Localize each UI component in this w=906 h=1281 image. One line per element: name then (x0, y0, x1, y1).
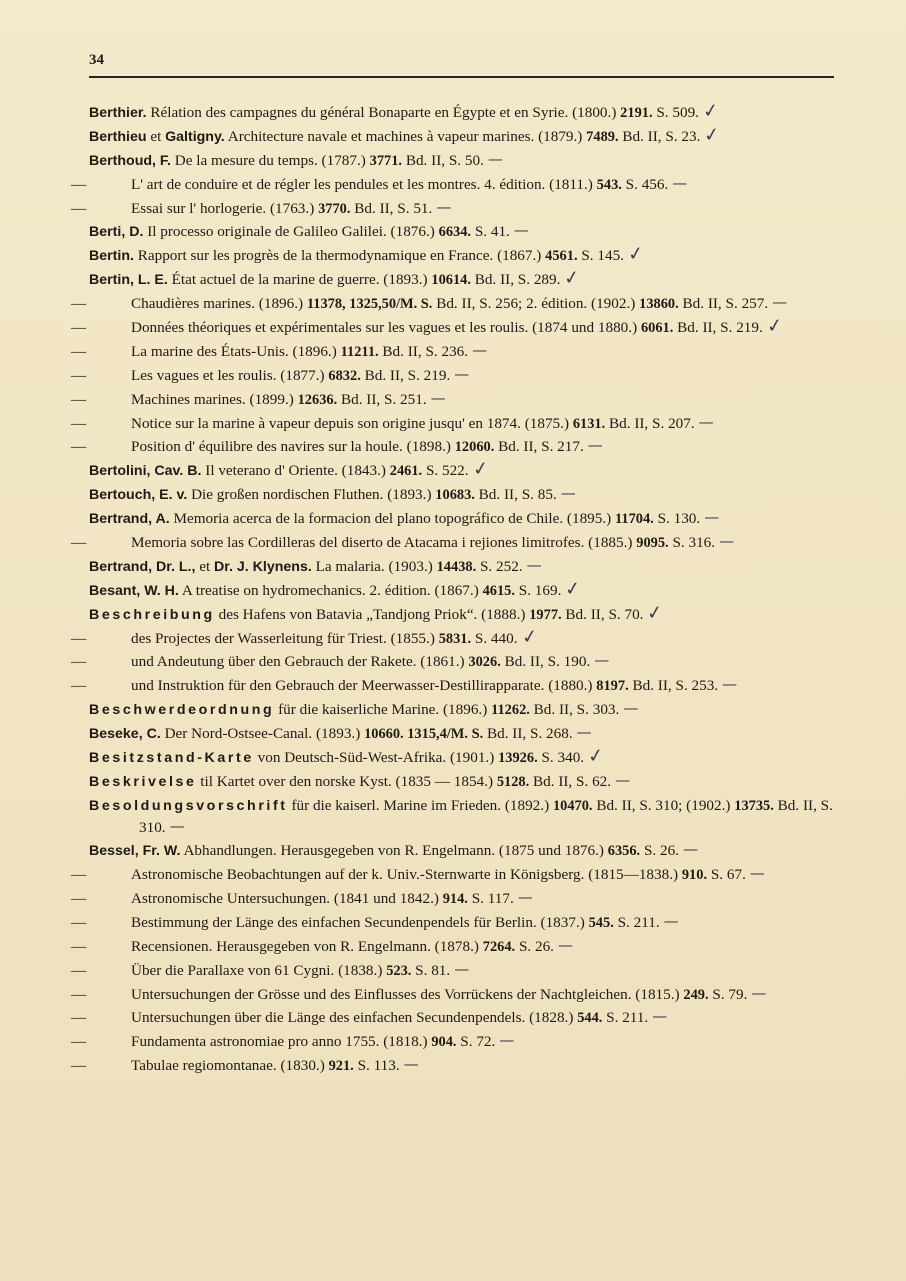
entry-coauthor: Galtigny. (165, 128, 225, 145)
entry-reference: Bd. II, S. 85. (474, 486, 557, 504)
entry-title: Il processo originale de Galileo Galilei. (1876.) (143, 223, 439, 241)
catalog-entry (89, 744, 834, 770)
entry-title: für die kaiserliche Marine. (1896.) (274, 701, 492, 719)
ditto-dash: — (71, 866, 87, 884)
header-rule (89, 76, 834, 78)
catalog-number: 11211. (340, 343, 379, 360)
catalog-subentry (71, 935, 834, 959)
catalog-number: 10470. (552, 797, 593, 814)
entry-author: Besant, W. H. (89, 582, 179, 599)
catalog-subentry (71, 197, 834, 221)
entry-title: Rapport sur les progrès de la thermodynamique en France. (1867.) (133, 247, 546, 265)
catalog-subentry (71, 314, 834, 340)
entry-reference: Bd. II, S. 310. (139, 796, 833, 837)
entry-reference: Bd. II, S. 62. (529, 772, 612, 790)
entry-reference: Bd. II, S. 236. (378, 342, 469, 360)
pencil-dash-mark: — (472, 340, 487, 359)
pencil-check-mark: ✓ (626, 242, 646, 267)
entry-title: für die kaiserl. Marine im Frieden. (1892.) (287, 796, 553, 814)
entry-reference: Bd. II, S. 257. (678, 295, 769, 313)
entry-author: Bertin, L. E. (89, 272, 168, 289)
entry-author: Bertolini, Cav. B. (89, 463, 202, 480)
ditto-dash: — (71, 534, 87, 552)
catalog-subentry (71, 412, 834, 436)
entry-author: Bertrand, Dr. L., (89, 558, 196, 575)
catalog-entry (89, 221, 834, 244)
pencil-dash-mark: — (513, 221, 528, 240)
pencil-dash-mark: — (526, 555, 541, 574)
entry-title: Astronomische Untersuchungen. (1841 und 1842.) (131, 890, 443, 907)
pencil-check-mark: ✓ (765, 314, 785, 339)
catalog-number: 6832. (328, 367, 361, 384)
entry-reference: S. 130. (653, 510, 701, 528)
catalog-subentry (71, 651, 834, 674)
entry-reference: Bd. II, S. 251. (337, 390, 427, 408)
catalog-entry (89, 150, 834, 173)
entry-title: A treatise on hydromechanics. 2. édition. (1867.) (178, 581, 483, 599)
catalog-number: 910. (681, 867, 708, 884)
entry-title: Recensionen. Herausgegeben von R. Engelmann. (1878.) (131, 937, 483, 955)
catalog-number: 13860. (639, 296, 679, 313)
entry-reference: Bd. II, S. 219. (673, 319, 763, 337)
catalog-number: 13735. (734, 797, 774, 814)
entry-author: Bertouch, E. v. (89, 487, 188, 504)
entry-reference: Bd. II, S. 268. (483, 725, 573, 743)
pencil-dash-mark: — (587, 436, 602, 455)
entry-reference: S. 81. (411, 961, 451, 979)
ditto-dash: — (71, 913, 87, 931)
pencil-dash-mark: — (594, 651, 609, 670)
entry-reference: Bd. II, S. 289. (470, 271, 561, 289)
pencil-check-mark: ✓ (586, 744, 606, 769)
entry-title: Fundamenta astronomiae pro anno 1755. (1818.) (131, 1033, 432, 1051)
ditto-dash: — (71, 629, 87, 647)
ditto-dash: — (71, 653, 87, 671)
pencil-check-mark: ✓ (701, 99, 721, 124)
catalog-number: 523. (386, 962, 412, 979)
ditto-dash: — (71, 342, 87, 360)
entry-title: Essai sur l' horlogerie. (1763.) (131, 199, 319, 217)
entry-title: Rélation des campagnes du général Bonaparte en Égypte et en Syrie. (1800.) (146, 104, 621, 121)
entry-title: und Instruktion für den Gebrauch der Meerwasser-Destillirapparate. (1880.) (131, 677, 597, 695)
entry-reference: S. 211. (613, 913, 660, 931)
catalog-number: 11704. (615, 511, 654, 528)
entry-reference: S. 67. (707, 866, 746, 884)
catalog-number: 1977. (529, 606, 562, 623)
pencil-dash-mark: — (499, 1031, 514, 1050)
catalog-number: 10660. 1315,4/M. S. (364, 726, 484, 743)
catalog-subentry (71, 1055, 834, 1078)
pencil-dash-mark: — (751, 983, 766, 1002)
catalog-number: 3026. (468, 654, 501, 671)
catalog-subentry (71, 1031, 834, 1054)
ditto-dash: — (71, 677, 87, 695)
entry-reference: Bd. II, S. 51. (350, 199, 433, 217)
entry-reference: S. 169. (514, 581, 562, 599)
catalog-entry (89, 457, 834, 483)
catalog-subentry (71, 983, 834, 1007)
entry-title: et (195, 557, 214, 575)
entry-coauthor: Dr. J. Klynens. (214, 558, 312, 575)
catalog-number: 545. (588, 914, 614, 931)
entry-author: Bertin. (89, 248, 134, 265)
entry-title: Über die Parallaxe von 61 Cygni. (1838.) (131, 961, 387, 979)
entry-reference: Bd. II, S. 310; (1902.) (592, 796, 735, 814)
catalog-entry (89, 484, 834, 507)
catalog-subentry (71, 959, 834, 983)
entry-title: Der Nord-Ostsee-Canal. (1893.) (160, 725, 365, 743)
entry-author: Beschwerdeordnung (89, 702, 275, 719)
pencil-dash-mark: — (672, 173, 687, 192)
entry-reference: Bd. II, S. 50. (402, 151, 484, 169)
entry-author: Berthieu (89, 128, 147, 145)
catalog-number: 249. (683, 986, 709, 1003)
entry-title: La marine des États-Unis. (1896.) (131, 342, 341, 360)
entry-author: Berthier. (89, 105, 147, 121)
catalog-number: 8197. (596, 678, 629, 695)
entry-title: Tabulae regiomontanae. (1830.) (131, 1057, 329, 1075)
catalog-subentry (71, 173, 834, 197)
pencil-dash-mark: — (436, 197, 451, 216)
ditto-dash: — (71, 985, 87, 1003)
catalog-subentry (71, 532, 834, 555)
entry-reference: Bd. II, S. 256; 2. édition. (1902.) (432, 295, 640, 313)
catalog-entry (89, 771, 834, 794)
catalog-entry (89, 266, 834, 292)
catalog-number: 914. (442, 891, 468, 907)
entry-reference: S. 509. (652, 104, 699, 121)
entry-reference: S. 440. (471, 629, 518, 647)
pencil-dash-mark: — (454, 959, 469, 978)
ditto-dash: — (71, 295, 87, 313)
catalog-number: 544. (577, 1010, 603, 1027)
entry-reference: S. 26. (515, 937, 554, 955)
pencil-dash-mark: — (772, 293, 787, 312)
entry-reference: Bd. II, S. 207. (605, 414, 695, 432)
entry-author: Berthoud, F. (89, 152, 171, 169)
entry-title: Memoria sobre las Cordilleras del diserto de Atacama i rejiones limitrofes. (1885.) (131, 534, 637, 552)
pencil-dash-mark: — (749, 864, 764, 883)
pencil-dash-mark: — (682, 840, 697, 859)
pencil-dash-mark: — (663, 911, 678, 930)
catalog-entry (89, 122, 834, 149)
catalog-number: 12636. (297, 391, 338, 408)
pencil-dash-mark: — (623, 699, 638, 718)
entry-author: Beseke, C. (89, 726, 161, 743)
catalog-entry (89, 699, 834, 722)
entry-title: Untersuchungen der Grösse und des Einflusses des Vorrückens der Nachtgleichen. (1815.) (131, 985, 684, 1003)
entry-title: De la mesure du temps. (1787.) (170, 151, 370, 169)
entry-title-cont: Architecture navale et machines à vapeur marines. (1879.) (224, 127, 587, 145)
catalog-entry (89, 723, 834, 746)
pencil-dash-mark: — (576, 723, 591, 742)
ditto-dash: — (71, 175, 87, 193)
entry-reference: S. 522. (422, 462, 469, 480)
pencil-check-mark: ✓ (471, 457, 490, 482)
pencil-dash-mark: — (560, 484, 575, 503)
ditto-dash: — (71, 319, 87, 337)
catalog-subentry (71, 340, 834, 364)
entry-author: Bertrand, A. (89, 511, 170, 528)
entry-title: von Deutsch-Süd-West-Afrika. (1901.) (253, 749, 499, 767)
pencil-dash-mark: — (719, 532, 734, 551)
catalog-number: 7489. (586, 128, 619, 145)
entry-title: Données théoriques et expérimentales sur les vagues et les roulis. (1874 und 1880.) (131, 319, 641, 337)
catalog-entry (89, 600, 834, 627)
entry-title: des Hafens von Batavia „Tandjong Priok“. (1888.) (214, 605, 530, 623)
catalog-number: 543. (596, 176, 622, 193)
catalog-number: 12060. (454, 439, 495, 456)
ditto-dash: — (71, 1009, 87, 1027)
catalog-number: 11378, 1325,50/M. S. (306, 296, 433, 313)
catalog-number: 921. (328, 1058, 354, 1075)
entry-title: Untersuchungen über die Länge des einfachen Secundenpendels. (1828.) (131, 1009, 578, 1027)
entry-reference: S. 316. (668, 534, 716, 552)
entry-reference: S. 340. (537, 749, 585, 767)
catalog-subentry (71, 388, 834, 412)
catalog-number: 5128. (496, 773, 530, 790)
ditto-dash: — (71, 1057, 87, 1075)
catalog-entry (89, 99, 834, 125)
pencil-dash-mark: — (487, 149, 502, 168)
entry-title: Astronomische Beobachtungen auf der k. Univ.-Sternwarte in Königsberg. (1815—1838.) (131, 866, 682, 884)
entry-title: Il veterano d' Oriente. (1843.) (201, 462, 390, 480)
catalog-entry (89, 508, 834, 531)
entry-author: Besoldungsvorschrift (89, 797, 288, 814)
entry-reference: S. 72. (456, 1033, 496, 1051)
entry-reference: Bd. II, S. 190. (500, 653, 591, 671)
pencil-dash-mark: — (704, 508, 719, 527)
pencil-dash-mark: — (615, 770, 630, 789)
entry-title: Position d' équilibre des navires sur la houle. (1898.) (131, 438, 455, 456)
ditto-dash: — (71, 438, 87, 456)
catalog-entry (89, 795, 834, 839)
entry-reference: S. 26. (640, 842, 679, 860)
entry-title: Notice sur la marine à vapeur depuis son origine jusqu' en 1874. (1875.) (131, 414, 573, 432)
entry-reference: Bd. II, S. 219. (360, 366, 451, 384)
page-number: 34 (89, 52, 104, 68)
catalog-number: 4561. (545, 248, 578, 265)
catalog-number: 11262. (491, 702, 530, 719)
catalog-number: 7264. (482, 938, 516, 955)
entry-reference: Bd. II, S. 217. (494, 438, 584, 456)
entry-author: Beschreibung (89, 606, 215, 623)
entry-title: et (146, 127, 166, 145)
catalog-number: 10683. (435, 487, 475, 504)
catalog-number: 14438. (436, 558, 477, 575)
entry-reference: S. 117. (467, 890, 514, 907)
catalog-number: 6061. (640, 320, 674, 337)
pencil-dash-mark: — (403, 1055, 418, 1074)
ditto-dash: — (71, 366, 87, 384)
catalog-number: 9095. (636, 535, 669, 552)
entry-author: Besitzstand-Karte (89, 750, 254, 767)
entry-reference: S. 113. (353, 1057, 400, 1075)
catalog-entry (89, 576, 834, 603)
pencil-dash-mark: — (169, 817, 184, 836)
catalog-number: 2191. (620, 105, 653, 121)
entry-title: Machines marines. (1899.) (131, 390, 298, 408)
ditto-dash: — (71, 414, 87, 432)
catalog-subentry (71, 1007, 834, 1030)
catalog-number: 5831. (438, 630, 472, 647)
entry-author: Beskrivelse (89, 773, 197, 790)
catalog-entries (71, 99, 834, 1079)
catalog-number: 6634. (438, 224, 472, 241)
catalog-number: 904. (431, 1034, 457, 1051)
catalog-entry (89, 242, 834, 268)
catalog-subentry (71, 888, 834, 911)
catalog-number: 3771. (369, 152, 403, 169)
pencil-check-mark: ✓ (702, 122, 722, 147)
pencil-dash-mark: — (454, 364, 469, 383)
entry-title-cont: La malaria. (1903.) (311, 557, 437, 575)
entry-title: L' art de conduire et de régler les pendules et les montres. 4. édition. (1811.) (131, 175, 597, 193)
ditto-dash: — (71, 890, 87, 907)
entry-reference: Bd. II, S. 303. (529, 701, 620, 719)
ditto-dash: — (71, 961, 87, 979)
ditto-dash: — (71, 199, 87, 217)
pencil-dash-mark: — (430, 388, 445, 407)
pencil-dash-mark: — (517, 888, 532, 906)
catalog-number: 2461. (389, 463, 423, 480)
entry-reference: S. 456. (621, 175, 669, 193)
catalog-number: 4615. (482, 582, 515, 599)
pencil-dash-mark: — (698, 412, 713, 431)
pencil-check-mark: ✓ (645, 600, 665, 625)
catalog-subentry (71, 436, 834, 459)
pencil-check-mark: ✓ (562, 266, 582, 291)
entry-reference: S. 211. (602, 1009, 649, 1027)
catalog-entry (89, 840, 834, 863)
entry-reference: S. 41. (471, 223, 510, 241)
catalog-subentry (71, 911, 834, 935)
entry-title: til Kartet over den norske Kyst. (1835 — 1854.) (196, 772, 497, 790)
catalog-number: 6356. (607, 843, 641, 860)
entry-author: Berti, D. (89, 224, 144, 241)
catalog-number: 13926. (498, 750, 538, 767)
entry-reference: S. 145. (577, 247, 624, 265)
pencil-dash-mark: — (652, 1007, 667, 1026)
entry-reference: Bd. II, S. 70. (561, 605, 644, 623)
catalog-subentry (71, 864, 834, 887)
pencil-dash-mark: — (557, 935, 572, 954)
entry-author: Bessel, Fr. W. (89, 843, 181, 860)
catalog-number: 10614. (431, 272, 471, 289)
entry-reference: Bd. II, S. 253. (628, 677, 719, 695)
entry-title: Bestimmung der Länge des einfachen Secundenpendels für Berlin. (1837.) (131, 913, 589, 931)
pencil-check-mark: ✓ (519, 624, 539, 649)
catalog-subentry (71, 675, 834, 698)
ditto-dash: — (71, 1033, 87, 1051)
ditto-dash: — (71, 937, 87, 955)
entry-reference: S. 252. (476, 557, 523, 575)
entry-title: Memoria acerca de la formacion del plano topográfico de Chile. (1895.) (169, 510, 615, 528)
pencil-dash-mark: — (722, 675, 737, 694)
entry-title: État actuel de la marine de guerre. (1893.) (167, 271, 432, 289)
catalog-number: 6131. (572, 415, 606, 432)
entry-title: Abhandlungen. Herausgegeben von R. Engelmann. (1875 und 1876.) (180, 842, 608, 860)
catalog-number: 3770. (318, 200, 351, 217)
entry-title: Die großen nordischen Fluthen. (1893.) (187, 486, 436, 504)
catalog-subentry (71, 364, 834, 388)
entry-reference: S. 79. (708, 985, 748, 1003)
catalog-subentry (71, 624, 834, 651)
entry-title: Chaudières marines. (1896.) (131, 295, 307, 313)
entry-title: Les vagues et les roulis. (1877.) (131, 366, 329, 384)
pencil-check-mark: ✓ (563, 576, 583, 601)
ditto-dash: — (71, 390, 87, 408)
catalog-entry (89, 556, 834, 579)
entry-title: und Andeutung über den Gebrauch der Rakete. (1861.) (131, 653, 469, 671)
entry-reference: Bd. II, S. 23. (618, 127, 701, 145)
entry-title: des Projectes der Wasserleitung für Triest. (1855.) (131, 629, 439, 647)
catalog-subentry (71, 293, 834, 316)
